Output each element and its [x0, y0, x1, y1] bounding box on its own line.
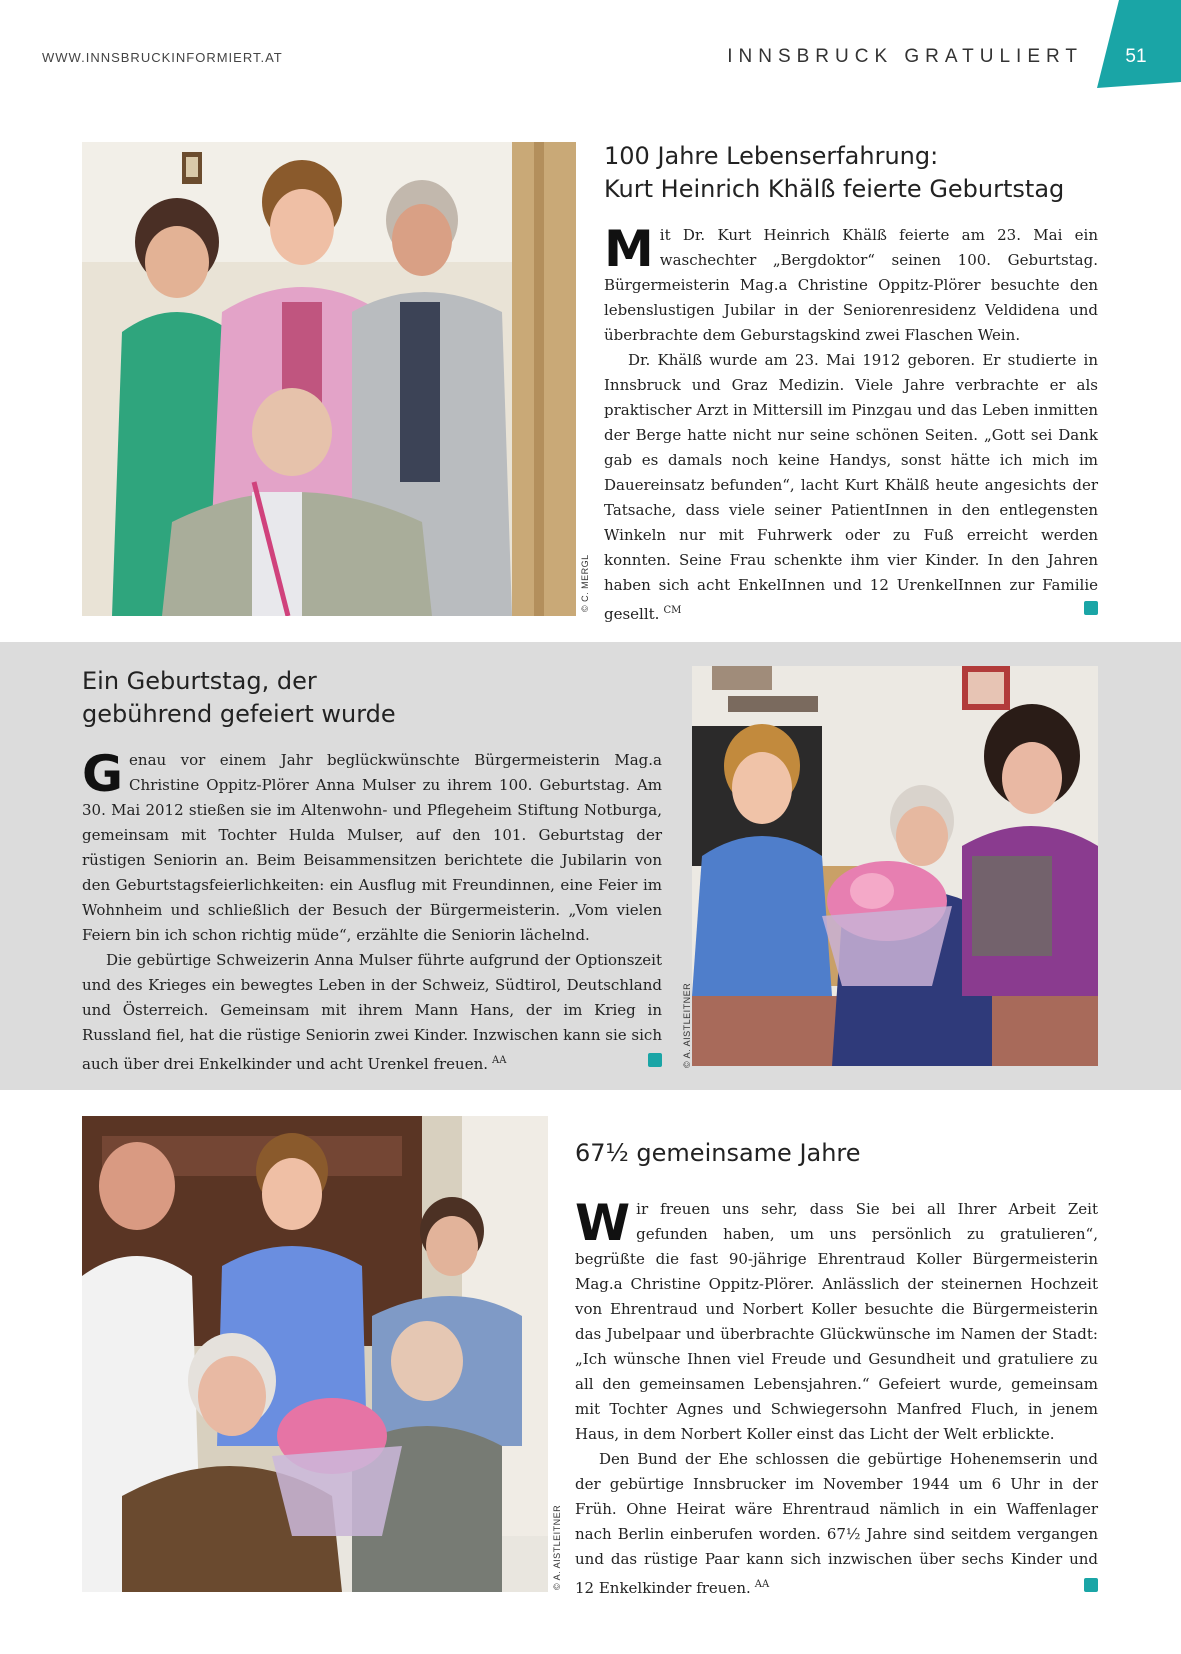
- headline-line-2: Kurt Heinrich Khälß feierte Geburtstag: [604, 175, 1065, 203]
- dropcap: M: [604, 220, 654, 278]
- photo-credit: © A. AISTLEITNER: [552, 1504, 562, 1590]
- page-number-tab: [1097, 0, 1181, 88]
- end-mark-icon: [1084, 1578, 1098, 1592]
- author-signature: CM: [663, 605, 682, 616]
- author-signature: AA: [754, 1579, 770, 1590]
- paragraph: Dr. Khälß wurde am 23. Mai 1912 geboren. Er studierte in Innsbruck und Graz Medizin. Viele Jahre verbrachte er als praktischer Arzt in Mittersill im Pinzgau und das Leben inmitten der Berge hatte nicht nur seine schönen Seiten. „Gott sei Dank gab es damals noch keine Handys, sonst hätte ich mich im Dauereinsatz befunden“, lacht Kurt Khälß heute angesichts der Tatsache, dass viele seiner PatientInnen in den entlegensten Winkeln nur mit Fuhrwerk oder zu Fuß erreicht werden konnten. Seine Frau schenkte ihm vier Kinder. In den Jahren haben sich acht EnkelInnen und 12 UrenkelInnen zur Familie gesellt.: [604, 351, 1098, 623]
- page-number: 51: [1125, 46, 1147, 67]
- article-headline: [604, 140, 1104, 206]
- photo-anniversary-koller: [82, 1116, 548, 1592]
- author-signature: AA: [492, 1055, 507, 1066]
- website-url: WWW.INNSBRUCKINFORMIERT.AT: [42, 50, 283, 65]
- photo-birthday-mulser: [692, 666, 1098, 1066]
- headline-line-1: Ein Geburtstag, der: [82, 667, 317, 695]
- article-headline: [82, 665, 642, 731]
- photo-birthday-khaelss: [82, 142, 576, 616]
- section-title: INNSBRUCK GRATULIERT: [727, 46, 1083, 67]
- headline-line-1: 100 Jahre Lebenserfahrung:: [604, 142, 939, 170]
- paragraph: enau vor einem Jahr beglückwünschte Bürgermeisterin Mag.a Christine Oppitz-Plörer Anna Mulser zu ihrem 100. Geburtstag. Am 30. Mai 2012 stießen sie im Altenwohn- und Pflegeheim Stiftung Notburga, gemeinsam mit Tochter Hulda Mulser, auf den 101. Geburtstag der rüstigen Seniorin an. Beim Beisammensitzen berichtete die Jubilarin von den Geburtstagsfeierlichkeiten: ein Ausflug mit Freundinnen, eine Feier im Wohnheim und schließlich der Besuch der Bürgermeisterin. „Vom vielen Feiern bin ich schon richtig müde“, erzählte die Seniorin lächelnd.: [82, 751, 662, 944]
- article-body: [604, 220, 1098, 627]
- headline-line-2: gebührend gefeiert wurde: [82, 700, 396, 728]
- article-headline: [575, 1137, 1095, 1170]
- paragraph: Den Bund der Ehe schlossen die gebürtige Hohenemserin und der gebürtige Innsbrucker im November 1944 um 6 Uhr in der Früh. Ohne Heirat wäre Ehrentraud nämlich in ein Waffenlager nach Berlin einberufen worden. 67½ Jahre sind seitdem vergangen und das rüstige Paar kann sich inzwischen über sechs Kinder und 12 Enkelkinder freuen.: [575, 1450, 1098, 1597]
- headline-line-1: 67½ gemeinsame Jahre: [575, 1139, 861, 1167]
- article-body: [82, 745, 662, 1077]
- end-mark-icon: [1084, 601, 1098, 615]
- paragraph: ir freuen uns sehr, dass Sie bei all Ihrer Arbeit Zeit gefunden haben, um uns persönlich zu gratulieren“, begrüßte die fast 90-jährige Ehrentraud Koller Bürgermeisterin Mag.a Christine Oppitz-Plörer. Anlässlich der steinernen Hochzeit von Ehrentraud und Norbert Koller besuchte die Bürgermeisterin das Jubelpaar und überbrachte Glückwünsche im Namen der Stadt: „Ich wünsche Ihnen viel Freude und Gesundheit und gratuliere zu all den gemeinsamen Lebensjahren.“ Gefeiert wurde, gemeinsam mit Tochter Agnes und Schwiegersohn Manfred Fluch, in jenem Haus, in dem Norbert Koller einst das Licht der Welt erblickte.: [575, 1200, 1098, 1443]
- article-body: [575, 1194, 1098, 1601]
- paragraph: Die gebürtige Schweizerin Anna Mulser führte aufgrund der Optionszeit und des Krieges ein bewegtes Leben in der Schweiz, Südtirol, Deutschland und Österreich. Gemeinsam mit ihrem Mann Hans, der im Krieg in Russland fiel, hat die rüstige Seniorin zwei Kinder. Inzwischen kann sie sich auch über drei Enkelkinder und acht Urenkel freuen.: [82, 951, 662, 1073]
- dropcap: W: [575, 1194, 631, 1252]
- dropcap: G: [82, 745, 124, 803]
- photo-credit: © A. AISTLEITNER: [682, 982, 692, 1068]
- paragraph: it Dr. Kurt Heinrich Khälß feierte am 23. Mai ein waschechter „Bergdoktor“ seinen 100. Geburtstag. Bürgermeisterin Mag.a Christine Oppitz-Plörer besuchte den lebenslustigen Jubilar in der Seniorenresidenz Veldidena und überbrachte dem Geburstagskind zwei Flaschen Wein.: [604, 226, 1098, 344]
- end-mark-icon: [648, 1053, 662, 1067]
- photo-credit: © C. MERGL: [580, 554, 590, 612]
